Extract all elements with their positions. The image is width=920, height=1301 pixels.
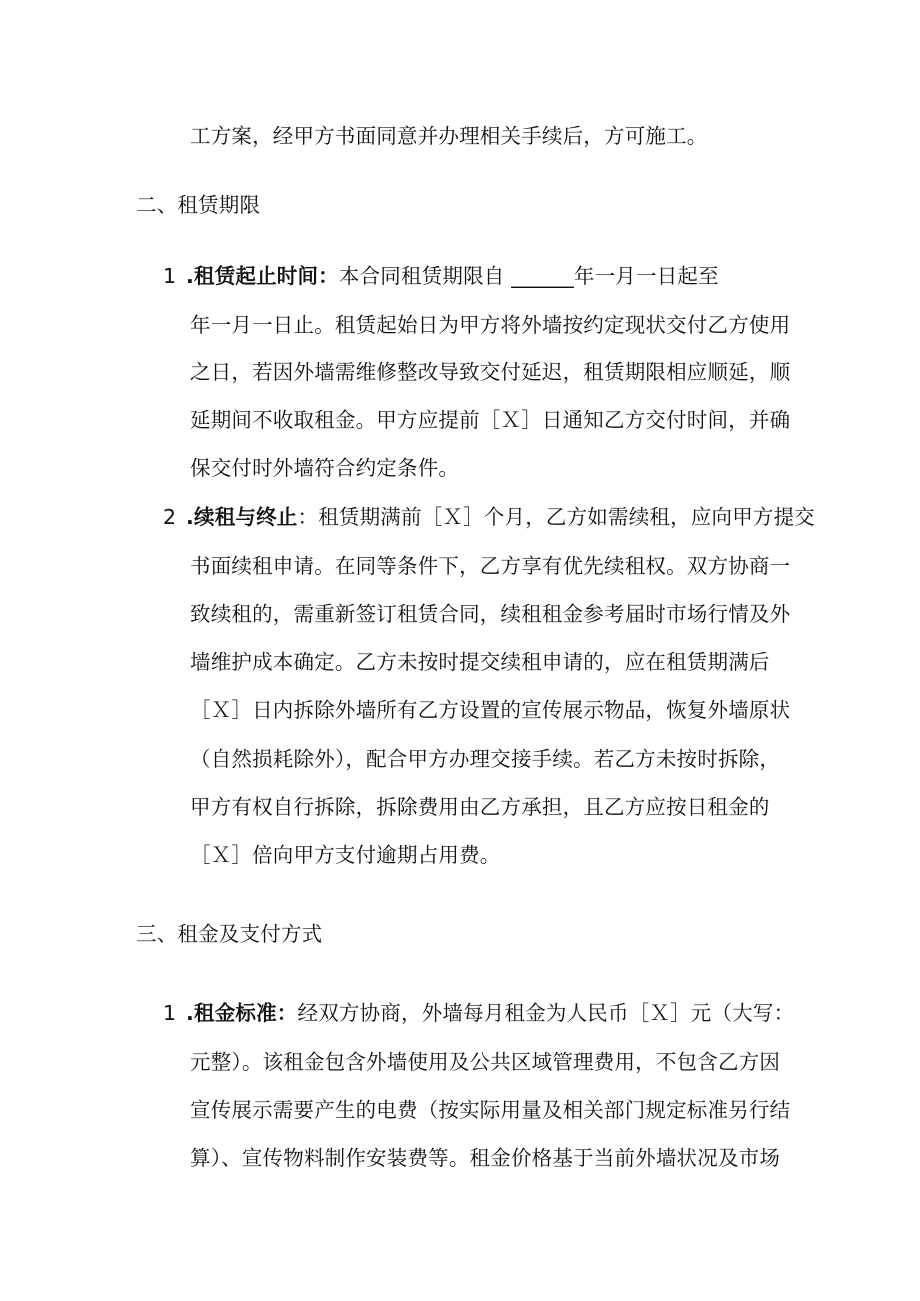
section-heading-rent-payment: 三、租金及支付方式 <box>136 922 323 946</box>
paragraph-line: 墙维护成本确定。乙方未按时提交续租申请的，应在租赁期满后 <box>190 650 770 674</box>
list-item-title: .租金标准： <box>186 1001 298 1025</box>
paragraph-line: 年一月一日止。租赁起始日为甲方将外墙按约定现状交付乙方使用 <box>190 313 791 337</box>
paragraph-line: 宣传展示需要产生的电费（按实际用量及相关部门规定标准另行结 <box>190 1098 791 1122</box>
paragraph-line: 元整）。该租金包含外墙使用及公共区域管理费用，不包含乙方因 <box>190 1050 781 1074</box>
paragraph-line: ［Ｘ］日内拆除外墙所有乙方设置的宣传展示物品，恢复外墙原状 <box>190 698 791 722</box>
list-item-first-line <box>186 503 815 531</box>
list-item-first-line <box>186 999 794 1027</box>
list-item-text: 经双方协商，外墙每月租金为人民币［Ｘ］元（大写： <box>297 1001 795 1025</box>
section-heading-lease-term: 二、租赁期限 <box>136 193 261 217</box>
list-item-text: 本合同租赁期限自 ______年一月一日起至 <box>338 264 719 288</box>
paragraph-line: 之日，若因外墙需维修整改导致交付延迟，租赁期限相应顺延，顺 <box>190 360 791 384</box>
paragraph-line: 保交付时外墙符合约定条件。 <box>190 456 460 480</box>
paragraph-line: 工方案，经甲方书面同意并办理相关手续后，方可施工。 <box>190 124 708 148</box>
paragraph-line: （自然损耗除外），配合甲方办理交接手续。若乙方未按时拆除， <box>190 747 781 771</box>
list-item-title: .续租与终止 <box>186 505 298 529</box>
list-item-text: ：租赁期满前［Ｘ］个月，乙方如需续租，应向甲方提交 <box>297 505 815 529</box>
paragraph-line: 书面续租申请。在同等条件下，乙方享有优先续租权。双方协商一 <box>190 554 791 578</box>
list-item-number: 1 <box>163 1001 177 1025</box>
list-item-number: 1 <box>163 264 177 288</box>
paragraph-line: ［Ｘ］倍向甲方支付逾期占用费。 <box>190 843 501 867</box>
list-item-title: .租赁起止时间： <box>186 264 339 288</box>
paragraph-line: 算）、宣传物料制作安装费等。租金价格基于当前外墙状况及市场 <box>190 1146 781 1170</box>
paragraph-line: 致续租的，需重新签订租赁合同，续租租金参考届时市场行情及外 <box>190 602 791 626</box>
list-item-first-line <box>186 262 719 290</box>
list-item-number: 2 <box>163 505 177 529</box>
paragraph-line: 延期间不收取租金。甲方应提前［Ｘ］日通知乙方交付时间，并确 <box>190 408 791 432</box>
paragraph-line: 甲方有权自行拆除，拆除费用由乙方承担，且乙方应按日租金的 <box>190 795 770 819</box>
